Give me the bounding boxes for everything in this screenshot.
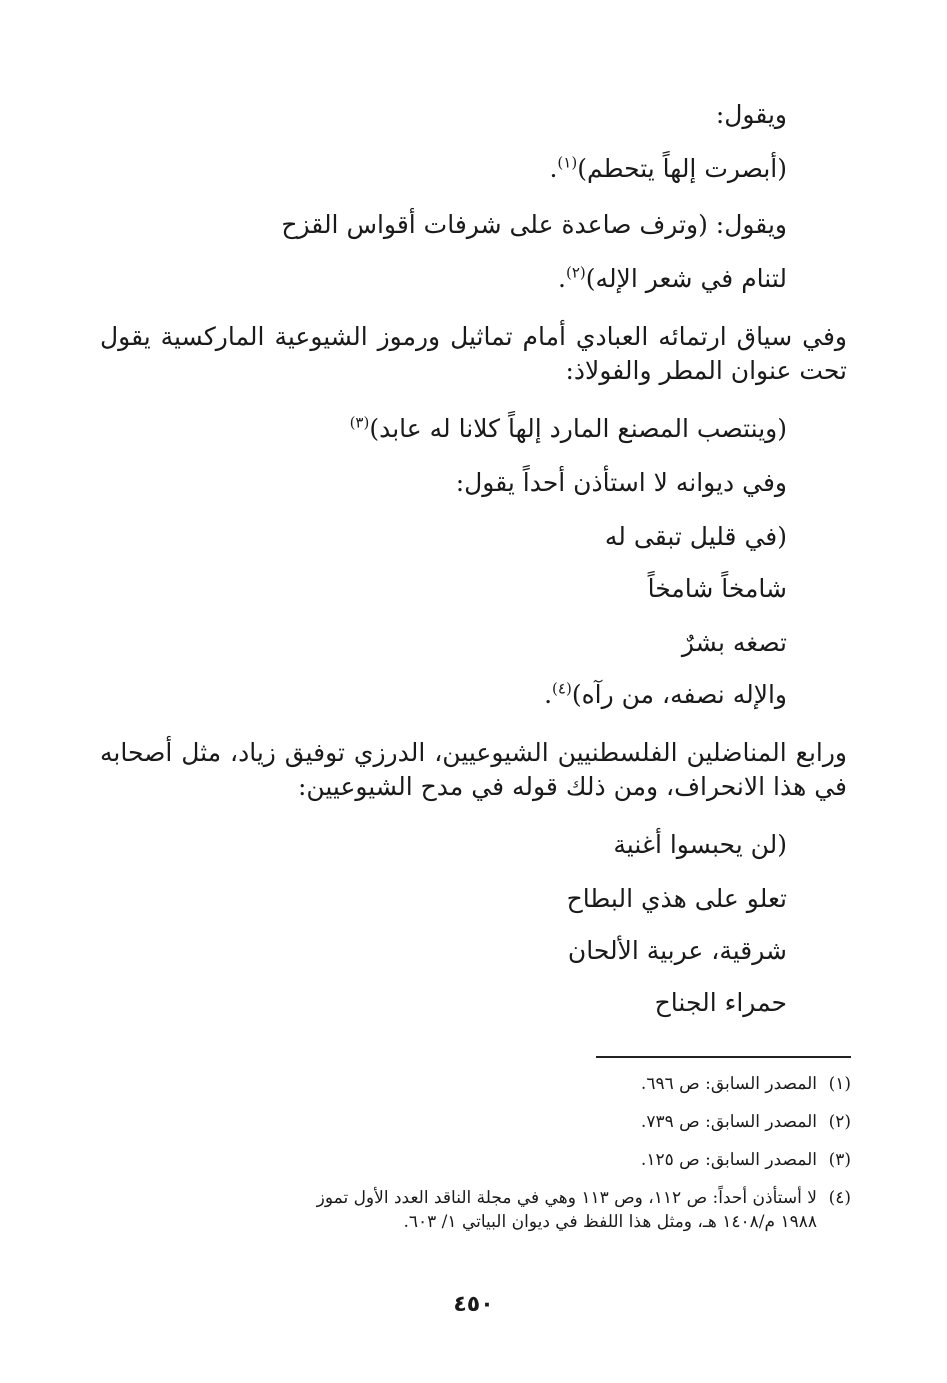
- footnote-separator: [596, 1056, 851, 1058]
- footnote-ref-1[interactable]: (١): [557, 153, 578, 172]
- footnote-ref-3[interactable]: (٣): [349, 413, 370, 432]
- text-line-8: (في قليل تبقى له: [604, 522, 787, 551]
- paragraph-tawfiq-zayyad: ورابع المناضلين الفلسطنيين الشيوعيين، الدرزي توفيق زياد، مثل أصحابه في هذا الانحراف، ومن ذلك قوله في مدح الشيوعيين:: [100, 738, 847, 801]
- text-line-6: (وينتصب المصنع المارد إلهاً كلانا له عابد)$^{(٣)}$: [349, 413, 787, 443]
- text-line-4: لتنام في شعر الإله)$^{(٢)}$.: [558, 263, 787, 293]
- text-line-7: وفي ديوانه لا استأذن أحداً يقول:: [455, 468, 787, 497]
- footnote-4-continuation: ١٩٨٨ م/١٤٠٨ هـ، ومثل هذا اللفظ في ديوان البياتي ١/ ٦٠٣.: [403, 1212, 817, 1232]
- text-line-10: تصغه بشرٌ: [681, 628, 787, 657]
- footnote-number: (٤): [828, 1188, 851, 1208]
- text-line-11: والإله نصفه، من رآه)$^{(٤)}$.: [544, 679, 787, 709]
- footnote-1: (١)المصدر السابق: ص ٦٩٦.: [640, 1074, 851, 1094]
- footnote-number: (١): [828, 1074, 851, 1094]
- footnote-2: (٢)المصدر السابق: ص ٧٣٩.: [640, 1112, 851, 1132]
- text-line-1: ويقول:: [715, 100, 787, 129]
- footnote-ref-2[interactable]: (٢): [566, 263, 586, 282]
- text-line-2: (أبصرت إلهاً يتحطم)$^{(١)}$.: [549, 153, 787, 183]
- text-line-13: (لن يحبسوا أغنية: [613, 830, 787, 859]
- text-line-3: ويقول: (وترف صاعدة على شرفات أقواس القزح: [281, 210, 787, 239]
- text-line-16: حمراء الجناح: [654, 988, 787, 1017]
- text-line-9: شامخاً شامخاً: [647, 574, 787, 603]
- page-number: ٤٥٠: [453, 1292, 494, 1317]
- footnote-4: (٤)لا أستأذن أحداً: ص ١١٢، وص ١١٣ وهي في مجلة الناقد العدد الأول تموز ١٩٨٨ م/١٤٠٨ هـ، ومثل هذا اللفظ في ديوان البياتي ١/ ٦٠٣.: [100, 1186, 851, 1234]
- text-line-14: تعلو على هذي البطاح: [566, 884, 787, 913]
- paragraph-marxist-symbols: وفي سياق ارتمائه العبادي أمام تماثيل ورموز الشيوعية الماركسية يقول تحت عنوان المطر والفولاذ:: [100, 322, 847, 385]
- text-line-15: شرقية، عربية الألحان: [567, 936, 787, 965]
- footnote-number: (٢): [828, 1112, 851, 1132]
- footnote-ref-4[interactable]: (٤): [552, 679, 572, 698]
- footnote-number: (٣): [828, 1150, 851, 1170]
- footnote-3: (٣)المصدر السابق: ص ١٢٥.: [640, 1150, 851, 1170]
